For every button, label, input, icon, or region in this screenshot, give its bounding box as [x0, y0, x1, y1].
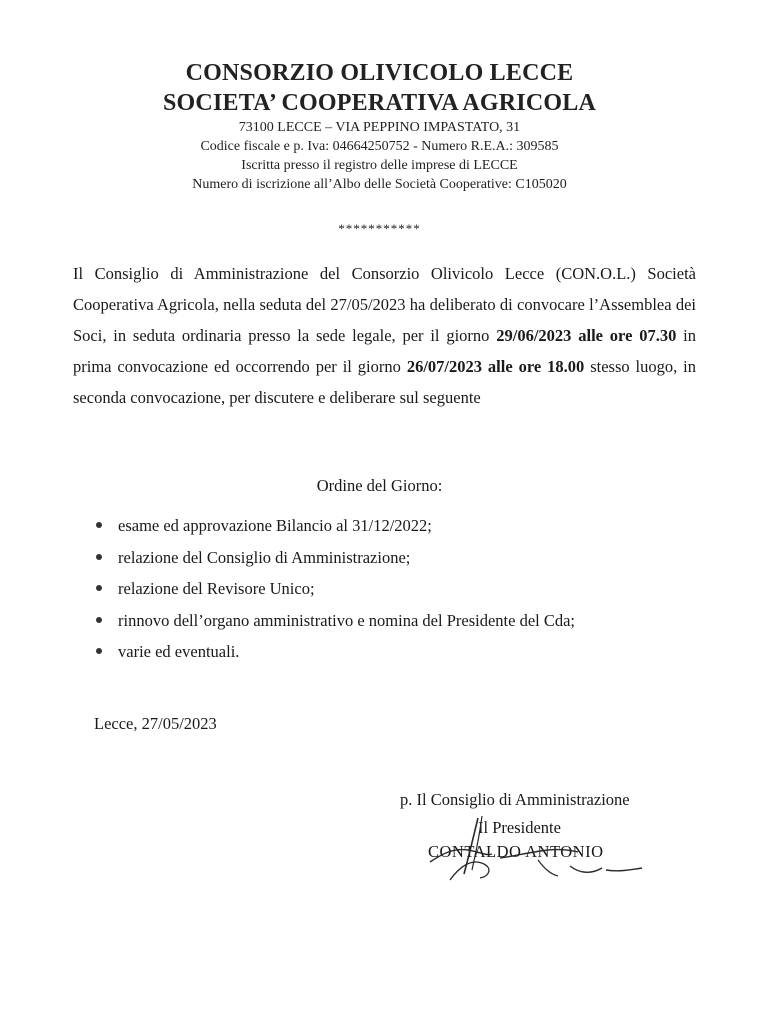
convocation-paragraph: [73, 258, 696, 413]
president-title: Il Presidente: [478, 818, 561, 837]
agenda-item-text: relazione del Consiglio di Amministrazione;: [118, 547, 411, 567]
list-item: [92, 636, 575, 668]
list-item: [92, 510, 575, 542]
middle-text: in prima convocazione ed occorrendo per il giorno: [73, 326, 697, 376]
agenda-title: Ordine del Giorno:: [316, 476, 443, 495]
president-name: CONTALDO ANTONIO: [428, 842, 604, 861]
second-call-date: 26/07/2023 alle ore 18.00: [406, 357, 585, 376]
bullet-icon: [96, 585, 102, 591]
first-call-date: 29/06/2023 alle ore 07.30: [496, 326, 677, 345]
place-date: Lecce, 27/05/2023: [94, 714, 217, 733]
agenda-item-text: esame ed approvazione Bilancio al 31/12/2022;: [118, 516, 432, 535]
agenda-item-text: varie ed eventuali.: [118, 642, 240, 661]
handwritten-signature: [420, 812, 650, 892]
org-albo: Numero di iscrizione all’Albo delle Società Cooperative: C105020: [192, 177, 567, 192]
letterhead: [0, 58, 759, 194]
separator: ***********: [338, 221, 421, 236]
org-type: SOCIETA’ COOPERATIVA AGRICOLA: [163, 90, 596, 116]
closing-text: stesso luogo, in seconda convocazione, per discutere e deliberare sul seguente: [73, 357, 697, 407]
list-item: [92, 605, 575, 637]
org-name: CONSORZIO OLIVICOLO LECCE: [185, 60, 574, 86]
org-tax-info: Codice fiscale e p. Iva: 04664250752 - Numero R.E.A.: 309585: [200, 139, 559, 154]
agenda-item-text: relazione del Revisore Unico;: [118, 579, 315, 598]
org-address: 73100 LECCE – VIA PEPPINO IMPASTATO, 31: [238, 120, 521, 135]
bullet-icon: [96, 554, 102, 560]
list-item: [92, 542, 575, 574]
on-behalf-line: p. Il Consiglio di Amministrazione: [400, 790, 630, 809]
bullet-icon: [96, 648, 102, 654]
bullet-icon: [96, 522, 102, 528]
agenda-item-text: rinnovo dell’organo amministrativo e nomina del Presidente del Cda;: [118, 610, 576, 630]
intro-text: Il Consiglio di Amministrazione del Consorzio Olivicolo Lecce (CON.O.L.) Società Cooperativa Agricola, nella seduta del 27/05/2023 ha deliberato di convocare l’Assemblea dei Soci, in seduta ordinaria presso la sede legale, per il giorno: [73, 264, 696, 345]
list-item: [92, 573, 575, 605]
agenda-list: [92, 510, 575, 668]
bullet-icon: [96, 617, 102, 623]
org-register: Iscritta presso il registro delle imprese di LECCE: [241, 158, 518, 173]
